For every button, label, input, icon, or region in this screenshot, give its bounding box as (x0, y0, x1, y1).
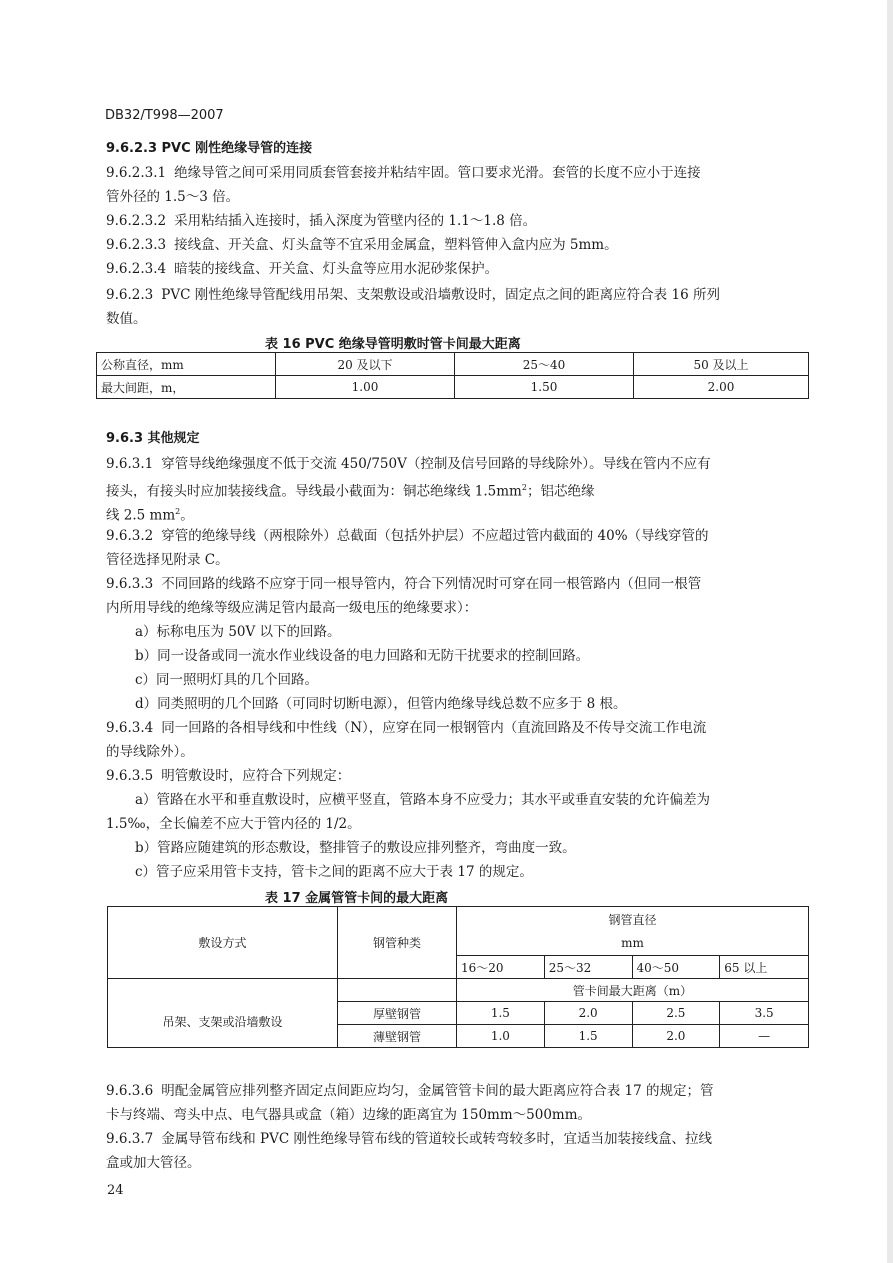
table-header-cell: 40～50 (632, 956, 720, 979)
table-cell: 2.0 (544, 1002, 632, 1025)
list-item-a-cont: 1.5‰，全长偏差不应大于管内径的 1/2。 (106, 816, 361, 832)
page-number: 24 (107, 1183, 124, 1198)
table-header-cell: mm (457, 931, 809, 956)
list-item-a: a）标称电压为 50V 以下的回路。 (135, 624, 341, 640)
clause-9-6-3-7 (106, 1130, 712, 1148)
clause-text: 金属导管布线和 PVC 刚性绝缘导管布线的管道较长或转弯较多时，宜适当加装接线盒、拉线 (161, 1131, 712, 1147)
clause-text: 接线盒、开关盒、灯头盒等不宜采用金属盒，塑料管伸入盒内应为 5mm。 (174, 237, 618, 253)
clause-text: 绝缘导管之间可采用同质套管套接并粘结牢固。管口要求光滑。套管的长度不应小于连接 (174, 165, 701, 181)
table-cell: 1.00 (276, 376, 455, 399)
superscript: 2 (521, 483, 527, 492)
clause-number: 9.6.2.3.3 (106, 237, 167, 253)
table-header-cell: 65 以上 (720, 956, 809, 979)
table-cell: 薄壁钢管 (338, 1025, 457, 1048)
clause-9-6-2-3-1 (106, 164, 701, 182)
table-header-cell: 16～20 (457, 956, 545, 979)
table-header-cell: 钢管种类 (338, 907, 457, 979)
table-cell: 3.5 (720, 1002, 809, 1025)
document-header: DB32/T998—2007 (105, 108, 224, 123)
clause-9-6-3-7-cont: 盒或加大管径。 (106, 1155, 201, 1171)
clause-9-6-3-5 (106, 767, 350, 785)
table-header-cell: 25～32 (544, 956, 632, 979)
clause-text: 不同回路的线路不应穿于同一根导管内，符合下列情况时可穿在同一根管路内（但同一根管 (161, 576, 702, 592)
list-item-c: c）管子应采用管卡支持，管卡之间的距离不应大于表 17 的规定。 (135, 864, 533, 880)
clause-9-6-2-3-b (106, 286, 720, 304)
clause-number: 9.6.3.4 (106, 720, 154, 736)
clause-text: 明配金属管应排列整齐固定点间距应均匀，金属管管卡间的最大距离应符合表 17 的规定；管 (161, 1083, 714, 1099)
table-header-cell: 管卡间最大距离（m） (457, 979, 809, 1002)
table-cell: 吊架、支架或沿墙敷设 (108, 979, 338, 1048)
superscript: 2 (175, 507, 181, 516)
table-header-cell: 钢管直径 (457, 907, 809, 932)
clause-text: 穿管的绝缘导线（两根除外）总截面（包括外护层）不应超过管内截面的 40%（导线穿管的 (161, 528, 709, 544)
list-item-a: a）管路在水平和垂直敷设时，应横平竖直，管路本身不应受力；其水平或垂直安装的允许偏差为 (135, 792, 711, 808)
clause-9-6-2-3-1-cont: 管外径的 1.5～3 倍。 (106, 189, 240, 205)
table-cell (338, 979, 457, 1002)
table-row (97, 353, 809, 376)
table-cell: 1.5 (457, 1002, 545, 1025)
clause-9-6-2-3-3 (106, 236, 618, 254)
list-item-c: c）同一照明灯具的几个回路。 (135, 672, 319, 688)
clause-text: 明管敷设时，应符合下列规定： (161, 768, 351, 784)
clause-text: 接头，有接头时应加装接线盒。导线最小截面为：铜芯绝缘线 1.5mm (106, 483, 522, 500)
clause-9-6-3-2-cont: 管径选择见附录 C。 (106, 552, 229, 568)
table-cell: 1.50 (455, 376, 634, 399)
clause-9-6-3-1-cont (106, 479, 594, 501)
clause-text: 同一回路的各相导线和中性线（N），应穿在同一根钢管内（直流回路及不传导交流工作电流 (161, 720, 707, 736)
clause-9-6-3-3-cont: 内所用导线的绝缘等级应满足管内最高一级电压的绝缘要求）： (106, 600, 478, 616)
table-header-cell: 敷设方式 (108, 907, 338, 979)
clause-9-6-3-3 (106, 575, 701, 593)
clause-9-6-3-1-cont2 (106, 503, 194, 525)
table-cell: 2.5 (632, 1002, 720, 1025)
clause-number: 9.6.3.1 (106, 456, 154, 472)
clause-text: 采用粘结插入连接时，插入深度为管壁内径的 1.1～1.8 倍。 (174, 213, 537, 229)
section-heading-9-6-3: 9.6.3 其他规定 (106, 431, 200, 446)
clause-number: 9.6.3.7 (106, 1131, 154, 1147)
clause-number: 9.6.3.5 (106, 768, 154, 784)
table-16 (96, 352, 809, 399)
table-cell: 公称直径，mm (97, 353, 276, 376)
table-16-caption: 表 16 PVC 绝缘导管明敷时管卡间最大距离 (265, 337, 521, 352)
clause-number: 9.6.3.6 (106, 1083, 154, 1099)
table-cell: 厚壁钢管 (338, 1002, 457, 1025)
clause-number: 9.6.3.3 (106, 576, 154, 592)
clause-number: 9.6.2.3.2 (106, 213, 167, 229)
list-item-b: b）同一设备或同一流水作业线设备的电力回路和无防干扰要求的控制回路。 (135, 648, 590, 664)
clause-9-6-3-6-cont: 卡与终端、弯头中点、电气器具或盒（箱）边缘的距离宜为 150mm～500mm。 (106, 1107, 592, 1123)
table-cell: 50 及以上 (634, 353, 809, 376)
section-heading-9-6-2-3: 9.6.2.3 PVC 刚性绝缘导管的连接 (106, 141, 313, 156)
table-row (108, 979, 809, 1002)
page-edge-shadow (887, 0, 893, 1263)
table-cell: 最大间距，m， (97, 376, 276, 399)
table-cell: 2.0 (632, 1025, 720, 1048)
clause-text: ；铝芯绝缘 (526, 483, 595, 500)
list-item-d: d）同类照明的几个回路（可同时切断电源），但管内绝缘导线总数不应多于 8 根。 (135, 696, 627, 712)
table-row (97, 376, 809, 399)
clause-text: 穿管导线绝缘强度不低于交流 450/750V（控制及信号回路的导线除外）。导线在管内不应有 (161, 456, 711, 472)
clause-number: 9.6.3.2 (106, 528, 154, 544)
clause-text: 。 (180, 507, 194, 524)
table-cell: 20 及以下 (276, 353, 455, 376)
clause-9-6-3-2 (106, 527, 709, 545)
clause-9-6-3-4 (106, 719, 706, 737)
clause-9-6-3-4-cont: 的导线除外）。 (106, 744, 194, 760)
clause-9-6-2-3-4 (106, 260, 498, 278)
clause-text: PVC 刚性绝缘导管配线用吊架、支架敷设或沿墙敷设时，固定点之间的距离应符合表 16 所列 (161, 287, 720, 303)
clause-9-6-3-6 (106, 1082, 714, 1100)
clause-9-6-3-1 (106, 455, 711, 473)
table-cell: 1.5 (544, 1025, 632, 1048)
clause-9-6-2-3-b-cont: 数值。 (106, 311, 147, 327)
clause-number: 9.6.2.3.4 (106, 261, 167, 277)
list-item-b: b）管路应随建筑的形态敷设，整排管子的敷设应排列整齐，弯曲度一致。 (135, 840, 576, 856)
table-row (108, 907, 809, 932)
clause-number: 9.6.2.3 (106, 287, 154, 303)
table-cell: — (720, 1025, 809, 1048)
clause-text: 暗装的接线盒、开关盒、灯头盒等应用水泥砂浆保护。 (174, 261, 499, 277)
table-cell: 1.0 (457, 1025, 545, 1048)
clause-text: 线 2.5 mm (106, 507, 176, 524)
table-cell: 25～40 (455, 353, 634, 376)
table-17 (107, 906, 809, 1048)
clause-number: 9.6.2.3.1 (106, 165, 167, 181)
clause-9-6-2-3-2 (106, 212, 536, 230)
table-17-caption: 表 17 金属管管卡间的最大距离 (265, 891, 449, 906)
table-cell: 2.00 (634, 376, 809, 399)
